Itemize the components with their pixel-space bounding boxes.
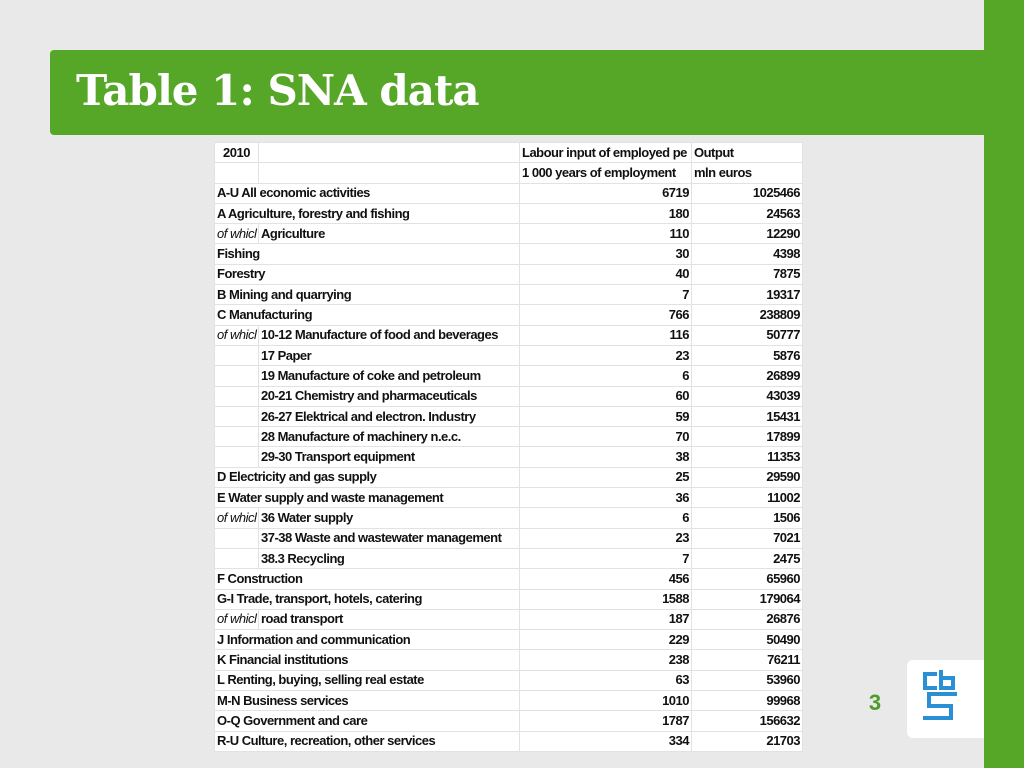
table-row — [215, 366, 803, 386]
row-labour-value: 1787 — [520, 711, 692, 731]
row-labour-value: 6 — [520, 508, 692, 528]
cbs-logo-icon — [921, 670, 961, 726]
row-label: D Electricity and gas supply — [215, 467, 520, 487]
empty-header-cell — [259, 143, 520, 163]
cbs-logo — [907, 660, 984, 738]
row-labour-value: 23 — [520, 345, 692, 365]
table-row — [215, 325, 803, 345]
row-output-value: 26876 — [692, 609, 803, 629]
output-header-cell: Output — [692, 143, 803, 163]
table-row — [215, 264, 803, 284]
row-label: K Financial institutions — [215, 650, 520, 670]
header-row-1 — [215, 143, 803, 163]
row-output-value: 11002 — [692, 488, 803, 508]
row-labour-value: 116 — [520, 325, 692, 345]
row-output-value: 99968 — [692, 691, 803, 711]
row-label: B Mining and quarrying — [215, 285, 520, 305]
row-prefix — [215, 447, 259, 467]
right-accent-bar — [984, 0, 1024, 768]
row-label: 28 Manufacture of machinery n.e.c. — [259, 427, 520, 447]
table-row — [215, 650, 803, 670]
table-row — [215, 285, 803, 305]
row-output-value: 17899 — [692, 427, 803, 447]
labour-unit-cell: 1 000 years of employment — [520, 163, 692, 183]
row-label: 26-27 Elektrical and electron. Industry — [259, 406, 520, 426]
row-label: 17 Paper — [259, 345, 520, 365]
row-labour-value: 456 — [520, 569, 692, 589]
row-label: C Manufacturing — [215, 305, 520, 325]
row-output-value: 53960 — [692, 670, 803, 690]
header-row-2 — [215, 163, 803, 183]
row-prefix: of whicl — [215, 609, 259, 629]
row-labour-value: 59 — [520, 406, 692, 426]
row-labour-value: 110 — [520, 224, 692, 244]
row-output-value: 26899 — [692, 366, 803, 386]
row-output-value: 43039 — [692, 386, 803, 406]
row-output-value: 29590 — [692, 467, 803, 487]
table-row — [215, 224, 803, 244]
row-labour-value: 187 — [520, 609, 692, 629]
table-row — [215, 488, 803, 508]
row-output-value: 50490 — [692, 630, 803, 650]
row-labour-value: 229 — [520, 630, 692, 650]
row-labour-value: 25 — [520, 467, 692, 487]
row-prefix — [215, 386, 259, 406]
row-output-value: 7021 — [692, 528, 803, 548]
table-row — [215, 508, 803, 528]
row-prefix — [215, 528, 259, 548]
row-labour-value: 30 — [520, 244, 692, 264]
row-labour-value: 23 — [520, 528, 692, 548]
table-row — [215, 731, 803, 751]
row-labour-value: 60 — [520, 386, 692, 406]
row-output-value: 76211 — [692, 650, 803, 670]
row-label: F Construction — [215, 569, 520, 589]
row-label: A-U All economic activities — [215, 183, 520, 203]
row-prefix — [215, 548, 259, 568]
row-prefix — [215, 427, 259, 447]
row-labour-value: 1588 — [520, 589, 692, 609]
row-output-value: 65960 — [692, 569, 803, 589]
row-label: J Information and communication — [215, 630, 520, 650]
row-prefix: of whicl — [215, 508, 259, 528]
table-row — [215, 183, 803, 203]
table-body — [215, 143, 803, 752]
table-row — [215, 569, 803, 589]
row-label: 19 Manufacture of coke and petroleum — [259, 366, 520, 386]
sna-data-table — [214, 142, 803, 752]
row-output-value: 50777 — [692, 325, 803, 345]
empty-header-cell — [259, 163, 520, 183]
row-output-value: 24563 — [692, 203, 803, 223]
row-labour-value: 70 — [520, 427, 692, 447]
row-output-value: 2475 — [692, 548, 803, 568]
row-output-value: 1506 — [692, 508, 803, 528]
row-label: 37-38 Waste and wastewater management — [259, 528, 520, 548]
row-prefix — [215, 366, 259, 386]
row-output-value: 19317 — [692, 285, 803, 305]
table-row — [215, 467, 803, 487]
row-label: O-Q Government and care — [215, 711, 520, 731]
table-row — [215, 386, 803, 406]
row-label: E Water supply and waste management — [215, 488, 520, 508]
row-label: Forestry — [215, 264, 520, 284]
sna-data-sheet — [214, 142, 802, 752]
row-output-value: 156632 — [692, 711, 803, 731]
row-prefix — [215, 406, 259, 426]
table-row — [215, 711, 803, 731]
row-label: R-U Culture, recreation, other services — [215, 731, 520, 751]
table-row — [215, 691, 803, 711]
title-banner — [50, 50, 984, 135]
table-row — [215, 203, 803, 223]
row-output-value: 12290 — [692, 224, 803, 244]
row-label: G-I Trade, transport, hotels, catering — [215, 589, 520, 609]
row-output-value: 15431 — [692, 406, 803, 426]
row-label: 38.3 Recycling — [259, 548, 520, 568]
row-labour-value: 38 — [520, 447, 692, 467]
table-row — [215, 589, 803, 609]
row-labour-value: 180 — [520, 203, 692, 223]
slide-title: Table 1: SNA data — [76, 66, 479, 115]
row-label: 10-12 Manufacture of food and beverages — [259, 325, 520, 345]
row-label: 29-30 Transport equipment — [259, 447, 520, 467]
row-labour-value: 766 — [520, 305, 692, 325]
row-labour-value: 36 — [520, 488, 692, 508]
page-number: 3 — [868, 690, 882, 715]
table-row — [215, 630, 803, 650]
row-label: 20-21 Chemistry and pharmaceuticals — [259, 386, 520, 406]
empty-header-cell — [215, 163, 259, 183]
table-row — [215, 528, 803, 548]
output-unit-cell: mln euros — [692, 163, 803, 183]
row-label: L Renting, buying, selling real estate — [215, 670, 520, 690]
table-row — [215, 427, 803, 447]
table-row — [215, 406, 803, 426]
row-labour-value: 7 — [520, 548, 692, 568]
row-prefix — [215, 345, 259, 365]
row-output-value: 4398 — [692, 244, 803, 264]
table-row — [215, 670, 803, 690]
row-labour-value: 1010 — [520, 691, 692, 711]
row-labour-value: 7 — [520, 285, 692, 305]
row-output-value: 179064 — [692, 589, 803, 609]
row-label: road transport — [259, 609, 520, 629]
row-label: Agriculture — [259, 224, 520, 244]
table-row — [215, 609, 803, 629]
row-output-value: 1025466 — [692, 183, 803, 203]
row-label: 36 Water supply — [259, 508, 520, 528]
row-output-value: 7875 — [692, 264, 803, 284]
row-label: M-N Business services — [215, 691, 520, 711]
row-labour-value: 334 — [520, 731, 692, 751]
row-prefix: of whicl — [215, 224, 259, 244]
row-labour-value: 6719 — [520, 183, 692, 203]
row-output-value: 5876 — [692, 345, 803, 365]
year-cell: 2010 — [215, 143, 259, 163]
row-output-value: 21703 — [692, 731, 803, 751]
row-labour-value: 40 — [520, 264, 692, 284]
table-row — [215, 244, 803, 264]
table-row — [215, 447, 803, 467]
row-labour-value: 63 — [520, 670, 692, 690]
table-row — [215, 345, 803, 365]
labour-header-cell: Labour input of employed pe — [520, 143, 692, 163]
row-output-value: 11353 — [692, 447, 803, 467]
row-labour-value: 238 — [520, 650, 692, 670]
table-row — [215, 305, 803, 325]
row-label: A Agriculture, forestry and fishing — [215, 203, 520, 223]
row-output-value: 238809 — [692, 305, 803, 325]
row-labour-value: 6 — [520, 366, 692, 386]
row-label: Fishing — [215, 244, 520, 264]
row-prefix: of whicl — [215, 325, 259, 345]
table-row — [215, 548, 803, 568]
